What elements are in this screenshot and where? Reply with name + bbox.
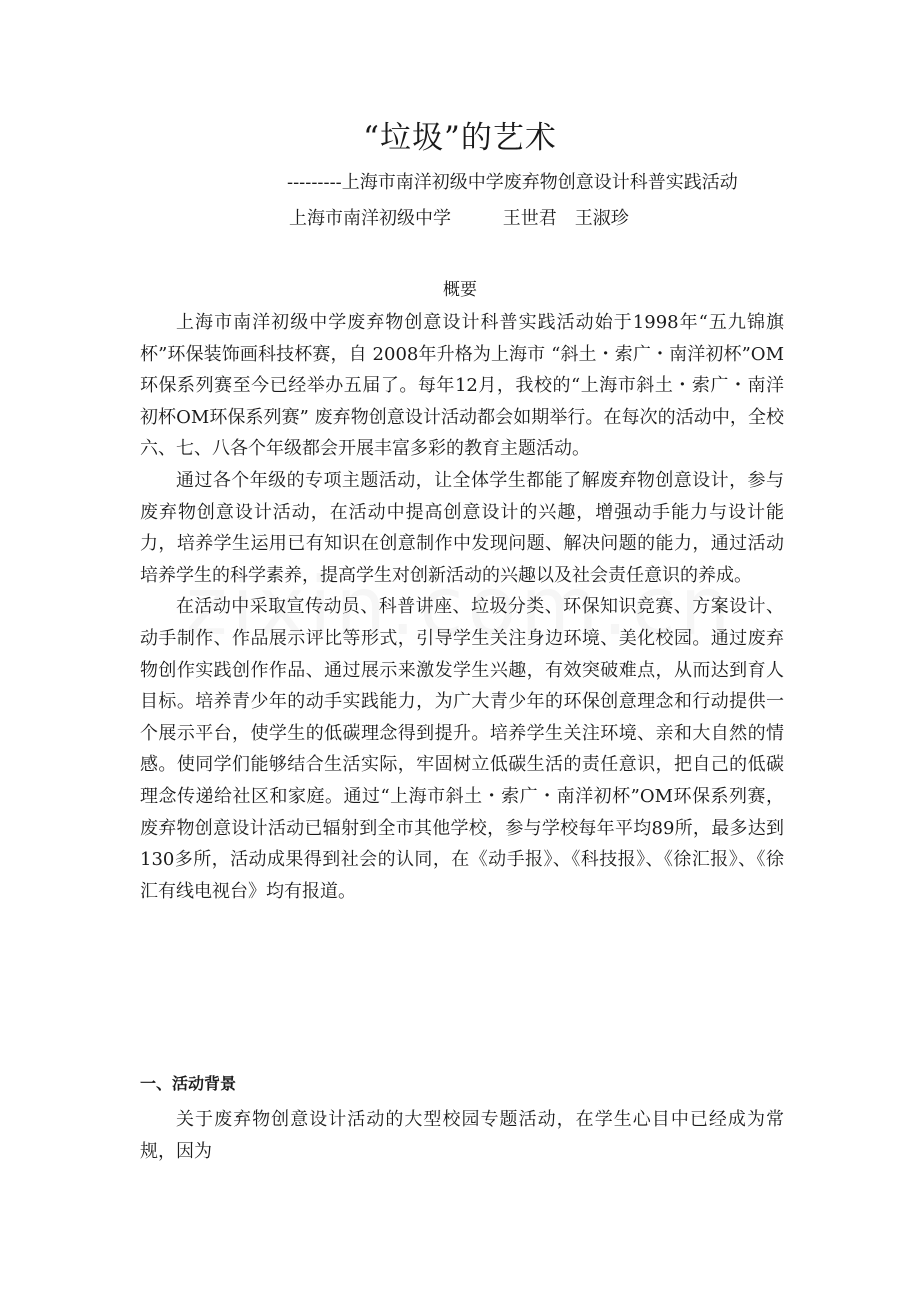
abstract-heading: 概要 <box>443 280 477 300</box>
abstract-paragraph-2: 通过各个年级的专项主题活动，让全体学生都能了解废弃物创意设计，参与废弃物创意设计活动，在活动中提高创意设计的兴趣，增强动手能力与设计能力，培养学生运用已有知识在创意制作中发现问题、解决问题的能力，通过活动培养学生的科学素养，提高学生对创新活动的兴趣以及社会责任意识的养成。 <box>140 469 784 586</box>
author-names: 王世君 王淑珍 <box>502 208 629 229</box>
school-name: 上海市南洋初级中学 <box>289 208 451 229</box>
abstract-paragraph-3: 在活动中采取宣传动员、科普讲座、垃圾分类、环保知识竞赛、方案设计、动手制作、作品展示评比等形式，引导学生关注身边环境、美化校园。通过废弃物创作实践创作作品、通过展示来激发学生兴趣，有效突破难点，从而达到育人目标。培养青少年的动手实践能力，为广大青少年的环保创意理念和行动提供一个展示平台，使学生的低碳理念得到提升。培养学生关注环境、亲和大自然的情感。使同学们能够结合生活实际，牢固树立低碳生活的责任意识，把自己的低碳理念传递给社区和家庭。通过“上海市斜土・索广・南洋初杯”OM环保系列赛，废弃物创意设计活动已辐射到全市其他学校，参与学校每年平均89所，最多达到130多所，活动成果得到社会的认同，在《动手报》、《科技报》、《徐汇报》、《徐汇有线电视台》均有报道。 <box>140 596 784 902</box>
abstract-body <box>140 307 784 907</box>
document-subtitle: ---------上海市南洋初级中学废弃物创意设计科普实践活动 <box>287 172 738 193</box>
section-body <box>140 1104 784 1167</box>
section-heading-background: 一、活动背景 <box>140 1074 237 1093</box>
document-title: “垃圾”的艺术 <box>363 120 557 156</box>
section-paragraph-1: 关于废弃物创意设计活动的大型校园专题活动，在学生心目中已经成为常规，因为 <box>140 1109 784 1162</box>
abstract-paragraph-1: 上海市南洋初级中学废弃物创意设计科普实践活动始于1998年“五九锦旗杯”环保装饰画科技杯赛，自 2008年升格为上海市 “斜土・索广・南洋初杯”OM环保系列赛至今已经举办五届了。每年12月，我校的“上海市斜土・索广・南洋初杯OM环保系列赛” 废弃物创意设计活动都会如期举行。在每次的活动中，全校六、七、八各个年级都会开展丰富多彩的教育主题活动。 <box>140 312 784 460</box>
author-line <box>289 204 629 230</box>
